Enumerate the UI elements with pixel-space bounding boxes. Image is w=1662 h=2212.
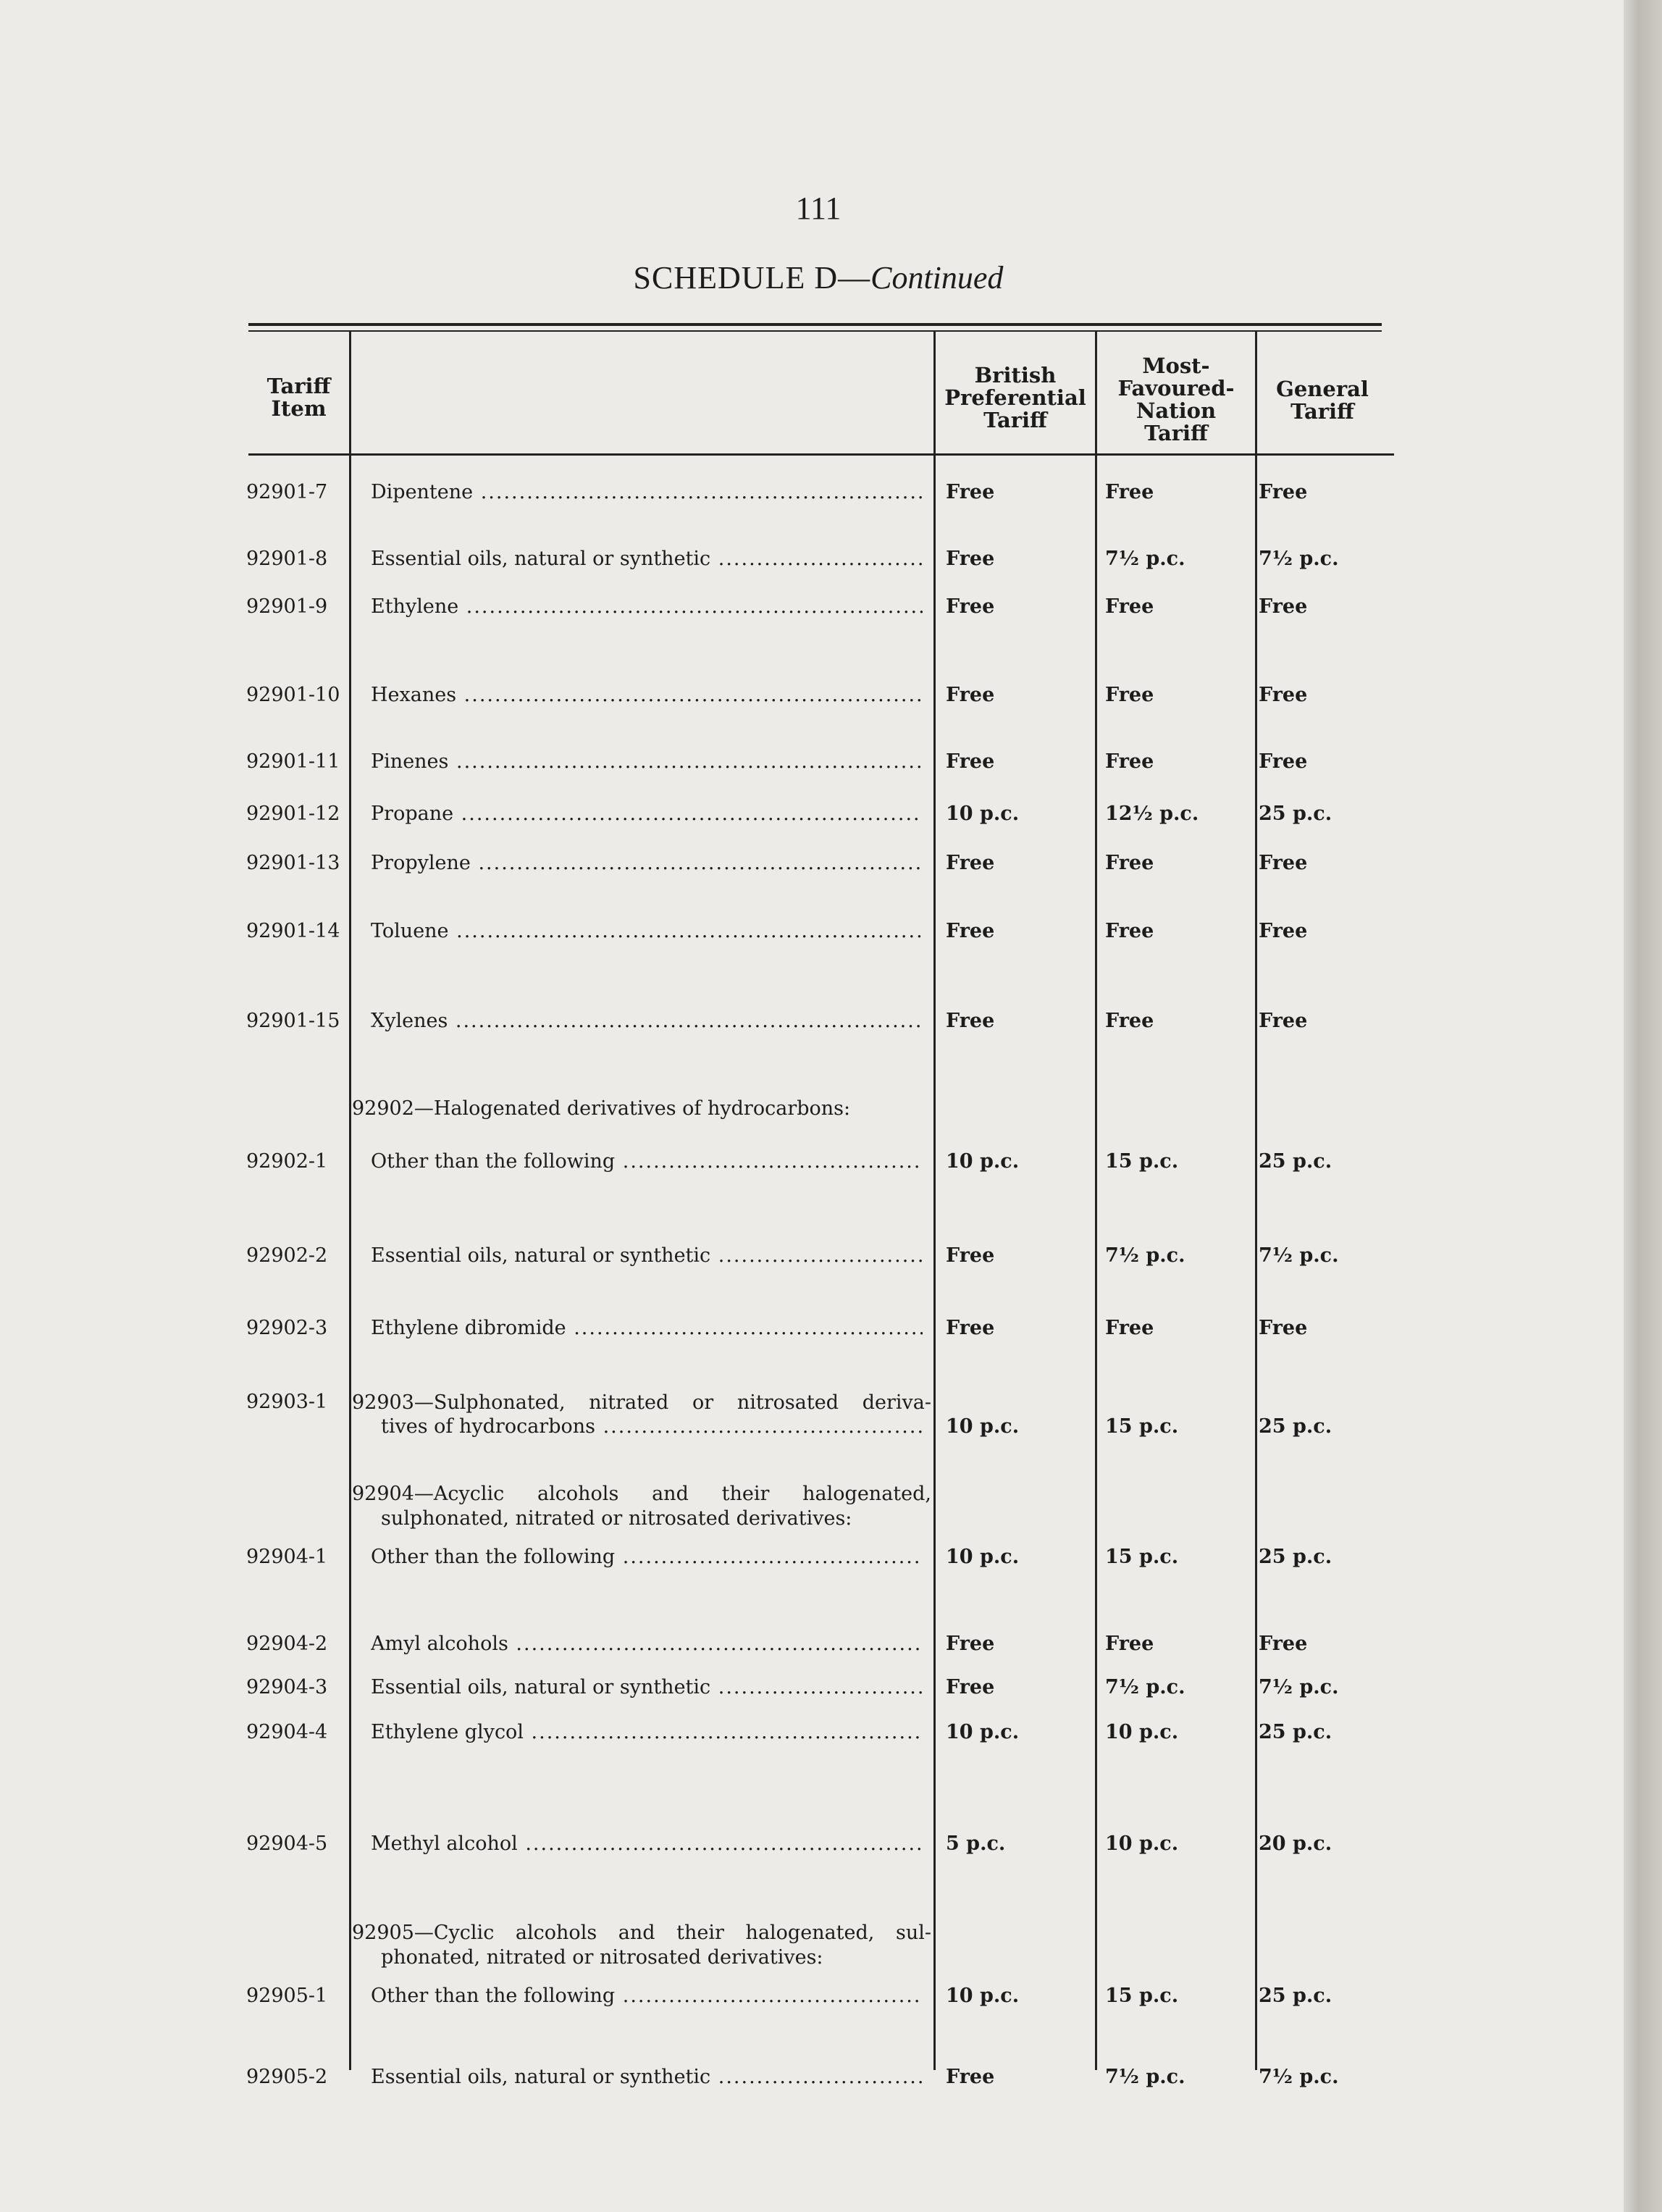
general-rate: 25 p.c. [1259, 1721, 1332, 1743]
header-line: Favoured- [1117, 376, 1235, 401]
tariff-item: 92902-1 [246, 1150, 328, 1173]
heading-92903 [352, 1391, 931, 1415]
general-rate: 7½ p.c. [1259, 1676, 1339, 1698]
description: Essential oils, natural or synthetic ..... [371, 1244, 923, 1267]
british-preferential-rate: Free [946, 1244, 995, 1267]
description: Pinenes ..... [371, 750, 923, 773]
mfn-rate: 7½ p.c. [1105, 1244, 1185, 1267]
general-rate: Free [1259, 595, 1308, 618]
schedule-title-main: SCHEDULE D— [633, 260, 871, 296]
description: Essential oils, natural or synthetic ..... [371, 1676, 923, 1698]
description: Ethylene glycol ..... [371, 1721, 923, 1743]
british-preferential-rate: 10 p.c. [946, 1415, 1020, 1438]
general-rate: 25 p.c. [1259, 1415, 1332, 1438]
mfn-rate: 10 p.c. [1105, 1721, 1179, 1743]
mfn-rate: Free [1105, 1633, 1154, 1655]
heading-line: 92905—Cyclic alcohols and their halogenated, sul- [352, 1922, 931, 1944]
british-preferential-rate: Free [946, 1317, 995, 1339]
tariff-item: 92905-2 [246, 2066, 328, 2088]
header-line: Preferential [944, 385, 1086, 410]
schedule-title [0, 259, 1637, 296]
page-number: 111 [795, 190, 842, 226]
header-british-preferential [936, 364, 1095, 432]
header-line: Tariff [266, 374, 331, 398]
header-general-tariff [1257, 378, 1388, 423]
general-rate: 25 p.c. [1259, 1546, 1332, 1568]
british-preferential-rate: Free [946, 750, 995, 773]
mfn-rate: 12½ p.c. [1105, 803, 1199, 825]
mfn-rate: 15 p.c. [1105, 1415, 1179, 1438]
general-rate: Free [1259, 684, 1308, 706]
tariff-item: 92901-8 [246, 548, 328, 570]
british-preferential-rate: Free [946, 2066, 995, 2088]
general-rate: 25 p.c. [1259, 803, 1332, 825]
british-preferential-rate: Free [946, 684, 995, 706]
mfn-rate: 7½ p.c. [1105, 2066, 1185, 2088]
mfn-rate: 7½ p.c. [1105, 1676, 1185, 1698]
general-rate: 25 p.c. [1259, 1150, 1332, 1173]
tariff-item: 92904-2 [246, 1633, 328, 1655]
column-divider-item [349, 332, 351, 2070]
header-line: British [974, 363, 1057, 387]
general-rate: 25 p.c. [1259, 1985, 1332, 2007]
description: Amyl alcohols ..... [371, 1633, 923, 1655]
heading-92905 [352, 1921, 931, 1970]
british-preferential-rate: Free [946, 1676, 995, 1698]
mfn-rate: Free [1105, 750, 1154, 773]
table-row [0, 1150, 1624, 1179]
description: Toluene ..... [371, 920, 923, 942]
description: Other than the following ..... [371, 1985, 923, 2007]
british-preferential-rate: Free [946, 852, 995, 874]
heading-92902: 92902—Halogenated derivatives of hydrocarbons: [352, 1097, 851, 1120]
british-preferential-rate: Free [946, 548, 995, 570]
description: tives of hydrocarbons ..... [381, 1415, 923, 1438]
table-row [0, 1546, 1624, 1575]
general-rate: 20 p.c. [1259, 1832, 1332, 1855]
tariff-item: 92901-7 [246, 481, 328, 503]
schedule-title-continued: Continued [870, 260, 1004, 296]
description: Methyl alcohol ..... [371, 1832, 923, 1855]
header-line: Most- [1142, 353, 1210, 378]
general-rate: 7½ p.c. [1259, 2066, 1339, 2088]
general-rate: 7½ p.c. [1259, 548, 1339, 570]
british-preferential-rate: 10 p.c. [946, 1546, 1020, 1568]
british-preferential-rate: Free [946, 481, 995, 503]
heading-line: sulphonated, nitrated or nitrosated derivatives: [381, 1507, 852, 1530]
general-rate: Free [1259, 852, 1308, 874]
table-row [0, 1633, 1624, 1662]
tariff-item: 92902-2 [246, 1244, 328, 1267]
tariff-item: 92901-12 [246, 803, 340, 825]
description: Propane ..... [371, 803, 923, 825]
table-row [0, 750, 1624, 779]
mfn-rate: Free [1105, 595, 1154, 618]
table-row [0, 1317, 1624, 1346]
table-row [0, 481, 1624, 510]
mfn-rate: Free [1105, 1010, 1154, 1032]
mfn-rate: Free [1105, 684, 1154, 706]
header-line: General [1276, 377, 1369, 401]
heading-line: 92904—Acyclic alcohols and their halogenated, [352, 1483, 931, 1505]
table-row [0, 1244, 1624, 1273]
column-divider-mfn [1255, 332, 1257, 2070]
general-rate: Free [1259, 920, 1308, 942]
header-tariff-item [248, 375, 349, 420]
british-preferential-rate: Free [946, 1633, 995, 1655]
mfn-rate: Free [1105, 481, 1154, 503]
heading-line: 92903—Sulphonated, nitrated or nitrosated deriva- [352, 1391, 931, 1414]
header-most-favoured-nation [1097, 355, 1255, 445]
header-line: Nation [1136, 398, 1217, 423]
description: Ethylene ..... [371, 595, 923, 618]
tariff-item: 92901-13 [246, 852, 340, 874]
tariff-item: 92904-4 [246, 1721, 328, 1743]
mfn-rate: 7½ p.c. [1105, 548, 1185, 570]
header-rule [248, 453, 1394, 456]
mfn-rate: 10 p.c. [1105, 1832, 1179, 1855]
heading-line: phonated, nitrated or nitrosated derivatives: [381, 1946, 823, 1969]
header-line: Item [271, 396, 327, 421]
heading-92904 [352, 1482, 931, 1531]
british-preferential-rate: Free [946, 1010, 995, 1032]
tariff-item: 92903-1 [246, 1391, 328, 1413]
table-row [0, 1832, 1624, 1861]
description: Other than the following ..... [371, 1546, 923, 1568]
table-row [0, 2066, 1624, 2095]
british-preferential-rate: 10 p.c. [946, 1721, 1020, 1743]
mfn-rate: 15 p.c. [1105, 1985, 1179, 2007]
general-rate: 7½ p.c. [1259, 1244, 1339, 1267]
general-rate: Free [1259, 1633, 1308, 1655]
description: Dipentene ..... [371, 481, 923, 503]
mfn-rate: Free [1105, 920, 1154, 942]
description: Propylene ..... [371, 852, 923, 874]
tariff-item: 92901-11 [246, 750, 340, 773]
british-preferential-rate: 10 p.c. [946, 1985, 1020, 2007]
british-preferential-rate: 10 p.c. [946, 803, 1020, 825]
table-row [0, 1010, 1624, 1039]
column-divider-bp [1095, 332, 1097, 2070]
table-row [0, 684, 1624, 713]
table-row [0, 1676, 1624, 1705]
tariff-item: 92905-1 [246, 1985, 328, 2007]
general-rate: Free [1259, 481, 1308, 503]
description: Essential oils, natural or synthetic ..... [371, 2066, 923, 2088]
british-preferential-rate: Free [946, 920, 995, 942]
mfn-rate: 15 p.c. [1105, 1150, 1179, 1173]
table-row [0, 852, 1624, 881]
header-line: Tariff [1144, 421, 1208, 445]
general-rate: Free [1259, 1010, 1308, 1032]
table-row [0, 548, 1624, 577]
british-preferential-rate: Free [946, 595, 995, 618]
page-edge [1624, 0, 1662, 2212]
tariff-item: 92902-3 [246, 1317, 328, 1339]
table-row [0, 920, 1624, 949]
tariff-item: 92901-9 [246, 595, 328, 618]
general-rate: Free [1259, 750, 1308, 773]
top-rule-thick [248, 323, 1382, 326]
table-row [0, 595, 1624, 624]
description: Essential oils, natural or synthetic ..... [371, 548, 923, 570]
description: Hexanes ..... [371, 684, 923, 706]
header-line: Tariff [1290, 399, 1354, 424]
british-preferential-rate: 5 p.c. [946, 1832, 1006, 1855]
tariff-item: 92901-15 [246, 1010, 340, 1032]
top-rule-thin [248, 330, 1382, 332]
general-rate: Free [1259, 1317, 1308, 1339]
description: Other than the following ..... [371, 1150, 923, 1173]
british-preferential-rate: 10 p.c. [946, 1150, 1020, 1173]
header-line: Tariff [983, 408, 1047, 432]
mfn-rate: 15 p.c. [1105, 1546, 1179, 1568]
table-row [0, 1721, 1624, 1750]
mfn-rate: Free [1105, 852, 1154, 874]
description: Xylenes ..... [371, 1010, 923, 1032]
description: Ethylene dibromide ..... [371, 1317, 923, 1339]
tariff-item: 92904-3 [246, 1676, 328, 1698]
tariff-item: 92901-14 [246, 920, 340, 942]
column-divider-desc [933, 332, 936, 2070]
tariff-item: 92901-10 [246, 684, 340, 706]
table-row [0, 803, 1624, 831]
table-row [0, 1985, 1624, 2014]
tariff-item: 92904-5 [246, 1832, 328, 1855]
mfn-rate: Free [1105, 1317, 1154, 1339]
tariff-item: 92904-1 [246, 1546, 328, 1568]
